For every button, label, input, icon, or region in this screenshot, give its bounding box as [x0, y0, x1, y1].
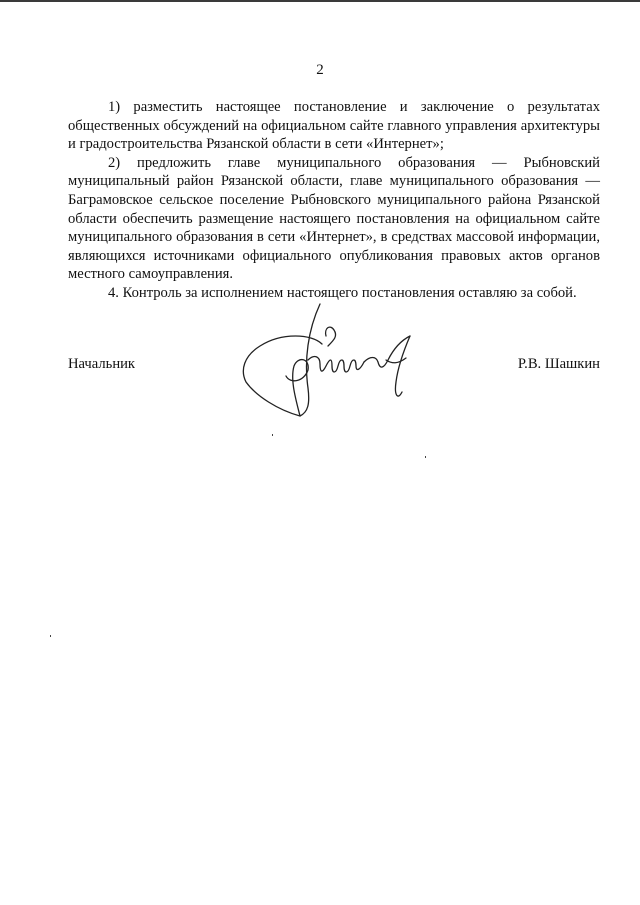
scan-speck [425, 456, 426, 458]
paragraph-item-2: 2) предложить главе муниципального образования — Рыбновский муниципальный район Рязанской области, главе муниципального образования — Баграмовское сельское поселение Рыбновского муниципального района Рязанской области обеспечить размещение настоящего постановления на официальном сайте муниципального образования в сети «Интернет», в средствах массовой информации, являющихся источниками официального опубликования правовых актов органов местного самоуправления. [68, 154, 600, 283]
scan-top-edge [0, 0, 640, 2]
handwritten-signature [238, 300, 438, 430]
page-number: 2 [316, 62, 324, 78]
paragraph-item-1: 1) разместить настоящее постановление и заключение о результатах общественных обсуждений на официальном сайте главного управления архитектуры и градостроительства Рязанской области в сети «Интернет»; [68, 99, 600, 153]
signatory-name: Р.В. Шашкин [517, 356, 600, 372]
paragraph-control: 4. Контроль за исполнением настоящего постановления оставляю за собой. [108, 284, 577, 301]
scan-speck [272, 434, 273, 436]
document-body [68, 98, 600, 303]
signatory-title: Начальник [68, 356, 136, 372]
scan-speck [50, 635, 51, 637]
